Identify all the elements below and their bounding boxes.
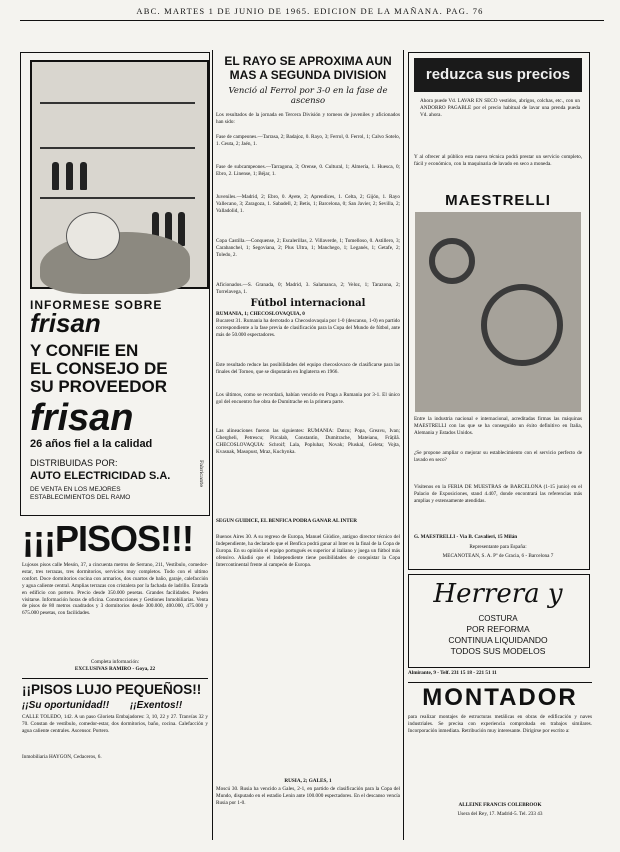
frisan-dist-4: ESTABLECIMIENTOS DEL RAMO xyxy=(30,494,131,501)
herrera-address: Almirante, 9 - Telf. 231 15 18 - 221 51 11 xyxy=(408,670,497,676)
bottle xyxy=(80,162,87,190)
maestrelli-footer-1: G. MAESTRELLI - Via B. Cavalieri, 15 Milán xyxy=(414,534,518,540)
page-header: ABC. MARTES 1 DE JUNIO DE 1965. EDICION DE LA MAÑANA. PAG. 76 xyxy=(136,6,484,16)
frisan-line-1: Y CONFIE EN xyxy=(30,342,139,360)
herrera-brand: Herrera y xyxy=(433,579,563,609)
frisan-title-1: INFORMESE SOBRE xyxy=(30,298,163,312)
frisan-title-2: frisan xyxy=(30,308,101,338)
maestrelli-para: Entre la industria nacional e internacional, acreditadas firmas las máquinas MAESTRELLI con las que se ha conseguido un éxito definitivo en Italia, Alemania y Estados Unidos. xyxy=(414,416,582,436)
match-title: SEGUN GUIDICE, EL BENFICA PODRA GANAR AL INTER xyxy=(216,518,357,524)
divider xyxy=(22,678,208,679)
column-divider-right xyxy=(403,50,404,840)
sports-para: Las alineaciones fueron las siguientes: RUMANIA: Datcu; Popa, Greavu, Ivan; Ghergheli, Petrescu; Pircalab, Constantin, Dumitrache, Mateianu, Frățilă. CHECOSLOVAQUIA: Schroif; Lala, Popluhar, Novak; Pluskal, Geleta; Vojta, Kvasnak, Masopust, Mraz, Kuchynka. xyxy=(216,428,400,455)
pisos-body: Lujosos pisos calle Mesón, 37, a cincuenta metros de Serrano, 211, Vestíbulo, comedor-estar, tres terrazas, tres dormitorios, servicios muy completos. Todo con el ultimo confort. Doce dormitorios cocina con armarios, dos cuartos de baño, garaje, calefacción y agua caliente central. Amplias terrazas con cristalera por la fachada de ladrillo. Entrada en edificio con portero. Precio desde 350.000 pesetas. Grandes facilidades. Pueden visitarse. Información horas de oficina. Construcciones y Gestiones Inmobiliarias. Venta de pisos de 80 metros cuadrados y 3 dormitorios desde 300.000, 400.000, 475.000 y 675.000 pesetas, con facilidades. xyxy=(22,562,208,617)
frisan-dist-1: DISTRIBUIDAS POR: xyxy=(30,458,118,468)
frisan-dist-3: DE VENTA EN LOS MEJORES xyxy=(30,486,121,493)
column-divider-left xyxy=(212,50,213,840)
pisos-lujo-headline: ¡¡PISOS LUJO PEQUEÑOS!! xyxy=(22,682,202,697)
bottle xyxy=(52,162,59,190)
sports-para: Fase de subcampeones.—Tarragona, 3; Orense, 0. Cultural, 1; Almería, 1. Huesca, 0; Ebro, 2. Linense, 1; Béjar, 1. xyxy=(216,164,400,177)
herrera-line: COSTURA xyxy=(478,614,518,623)
sports-para: Copa Castilla.—Conquense, 2; Escalerillas, 2. Villaverde, 1; Tomelloso, 0. Astillero, 3; Carabanchel, 1; Segoviana, 2; Plus Ultra, 1; Manchego, 1; Leganés, 1; Getafe, 2; Toledo, 2. xyxy=(216,238,400,258)
frisan-line-2: EL CONSEJO DE xyxy=(30,360,168,378)
sports-para: Moscú 30. Rusia ha vencido a Gales, 2-1, en partido de clasificación para la Copa del Mundo, disputado en el estadio Lenin ante 100.000 espectadores. En el descanso vencía Rusia por 1-0. xyxy=(216,786,400,806)
pisos-lujo-sub-1: ¡¡Su oportunidad!! xyxy=(22,700,110,711)
divider xyxy=(408,682,592,683)
pisos-lujo-sub-2: ¡¡Exentos!! xyxy=(130,700,183,711)
pisos-footer-1: Completa información: xyxy=(90,659,140,665)
herrera-line: POR REFORMA xyxy=(466,624,530,634)
maestrelli-para: Ahora puede Vd. LAVAR EN SECO vestidos, abrigos, colchas, etc., con un ANDORRO PAGABLE por el precio habitual de lavar una prenda pueda Vd. ahora. xyxy=(420,98,580,118)
reduzca-logo: reduzca sus precios xyxy=(414,58,582,92)
sports-para: Los últimos, como se recordará, habían vencido en Praga a Rumania por 3-1. El único gol del encuentro fue obra de Dumitrache en la primera parte. xyxy=(216,392,400,405)
sports-headline-1: EL RAYO SE APROXIMA AUN xyxy=(224,54,392,68)
herrera-line: TODOS SUS MODELOS xyxy=(450,646,546,656)
machine-photo xyxy=(415,212,581,412)
frisan-line-3: SU PROVEEDOR xyxy=(30,378,167,396)
fridge-shelf xyxy=(40,102,195,104)
maestrelli-para: ¿Se propone ampliar o mejorar su establecimiento con el servicio perfecto de lavado en seco? xyxy=(414,450,582,463)
bottle xyxy=(66,162,73,190)
pisos-lujo-body: CALLE TOLEDO, 142. A un paso Glorieta Embajadores: 3, 10, 22 y 27. Tranvías 32 y 70. Constan de vestíbulo, comedor-estar, dos dormitorios, baño, cocina. Calefacción y agua caliente centrales. Ascensor. Portero. xyxy=(22,714,208,734)
frisan-side-label: Fabricante xyxy=(198,460,204,488)
pisos-lujo-footer: Inmobiliaria HAYGON, Cedaceros, 6. xyxy=(22,754,102,760)
sports-section-title: Fútbol internacional xyxy=(250,298,366,309)
frisan-brand: frisan xyxy=(30,398,134,438)
montador-headline: MONTADOR xyxy=(422,684,578,711)
match-title: RUMANIA, 1; CHECOSLOVAQUIA, 0 xyxy=(216,311,305,317)
herrera-line: CONTINUA LIQUIDANDO xyxy=(448,635,548,645)
sports-headline-2: MAS A SEGUNDA DIVISION xyxy=(229,68,387,82)
maestrelli-footer-2: Representante para España: xyxy=(469,544,527,550)
sports-para: Este resultado reduce las posibilidades del equipo checoslovaco de clasificarse para las finales del Torneo, que se disputarán en Inglaterra en 1966. xyxy=(216,362,400,375)
dog-head xyxy=(66,212,120,260)
maestrelli-para: Y al ofrecer al público esta nueva técnica podrá prestar un servicio completo, fácil y económico, con la maquinaria de lavado en seco a moneda. xyxy=(414,154,582,167)
maestrelli-brand: MAESTRELLI xyxy=(445,192,551,209)
fridge-shelf xyxy=(40,197,195,199)
pisos-headline: ¡¡¡PISOS!!! xyxy=(22,518,193,559)
sports-para: Fase de campeones.—Tarrasa, 2; Badajoz, 0. Rayo, 3; Ferrol, 0. Ferrol, 1; Calvo Sotelo, 1. Ceuta, 2; Jaén, 1. xyxy=(216,134,400,147)
sports-subhead: Venció al Ferrol por 3-0 en la fase de ascenso xyxy=(228,86,388,106)
fridge-shelf xyxy=(40,147,195,149)
sports-para: Bucarest 31. Rumania ha derrotado a Checoslovaquia por 1-0 (descanso, 1-0) en partido correspondiente a la fase previa de clasificación para la Copa del Mundo de fútbol, ante más de 50.000 espectadores. xyxy=(216,318,400,338)
match-title: RUSIA, 2; GALES, 1 xyxy=(284,778,332,784)
sports-para: Juveniles.—Madrid, 2; Ebro, 0. Ayete, 2; Aprendices, 1. Celta, 2; Gijón, 1. Rayo Vallecano, 3; Zaragoza, 1. Sabadell, 2; Betis, 1; Barcelona, 0; San Javier, 2; Sevilla, 2; Valladolid, 1. xyxy=(216,194,400,214)
maestrelli-para: Visítenos en la FERIA DE MUESTRAS de BARCELONA (1-15 junio) en el Palacio de Exposiciones, stand 4.407, donde encontrará las referencias más amplias y extensamente atendidas. xyxy=(414,484,582,504)
montador-footer-1: ALLEINE FRANCIS COLEBROOK xyxy=(458,802,542,808)
sports-para: Los resultados de la jornada en Tercera División y torneos de juveniles y aficionados han sido: xyxy=(216,112,400,125)
bottle xyxy=(178,212,185,246)
montador-footer-2: Usera del Rey, 17. Madrid-5. Tel. 233 43 xyxy=(457,811,543,817)
drum-shape xyxy=(481,284,563,366)
maestrelli-footer-3: MECANOTEAN, S. A. Pº de Gracia, 6 - Barcelona 7 xyxy=(442,553,554,559)
pisos-footer-2: EXCLUSIVAS RAMIRO - Goya, 22 xyxy=(74,666,156,672)
frisan-dist-2: AUTO ELECTRICIDAD S.A. xyxy=(30,470,171,482)
header-rule xyxy=(20,20,604,21)
montador-body: para realizar montajes de estructuras metálicas en obras de edificación y naves industriales. Se precisa con experiencia comprobada en trabajos similares. Incorporación inmediata. Retribución muy interesante. Dirigirse por escrito a: xyxy=(408,714,592,734)
frisan-tagline: 26 años fiel a la calidad xyxy=(30,438,153,450)
sports-para: Buenos Aires 30. A su regreso de Europa, Manuel Giúdice, antiguo director técnico del Independiente, ha declarado que el Benfica podrá ganar al Inter en la final de la Copa de Europa. En su opinión el equipo portugués es superior al italiano y juega un fútbol más ofensivo. Añadió que el Independiente tiene posibilidades de conquistar la Copa Intercontinental frente al campeón de Europa. xyxy=(216,534,400,568)
sports-para: Aficionados.—S. Granada, 0; Madrid, 3. Salamanca, 2; Veloz, 1; Tarazona, 2; Torrelavega, 1. xyxy=(216,282,400,295)
drum-shape xyxy=(429,238,475,284)
